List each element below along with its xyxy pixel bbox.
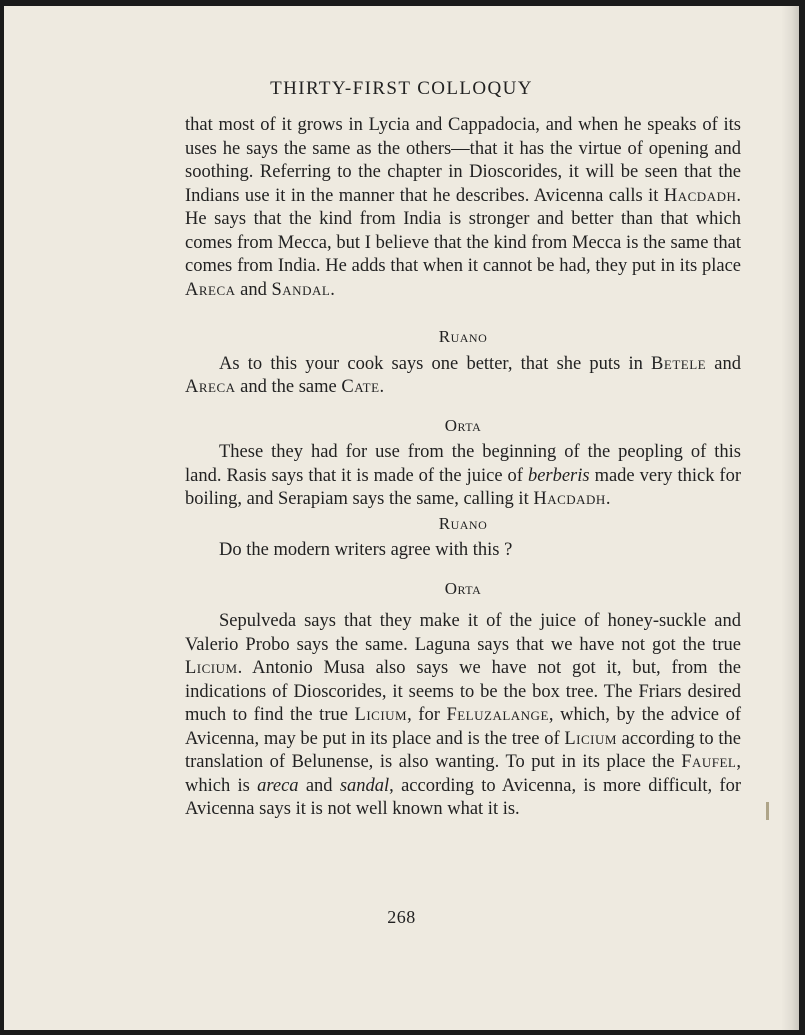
paragraph-4: Do the modern writers agree with this ?: [219, 540, 513, 560]
term-cate: Cate: [341, 377, 380, 397]
margin-mark: [766, 802, 769, 820]
speaker-heading: Orta: [444, 415, 482, 435]
term-licium: Licium: [354, 705, 408, 725]
term-hacdadh: Hacdadh: [663, 185, 737, 206]
term-areca: Areca: [185, 377, 236, 397]
term-feluzalange: Feluzalange: [446, 705, 549, 725]
term-areca-italic: areca: [257, 775, 299, 796]
term-areca: Areca: [185, 279, 236, 300]
speaker-heading: Ruano: [438, 327, 488, 346]
paragraph-1: that most of it grows in Lycia and Cappadocia, and when he speaks of its uses he says the same as the others—that it has the virtue of opening and soothing. Referring to the chapter in Dioscorides, it will be seen that the Indians use it in the manner that he describes. Avicenna calls it Hacdadh. He says that the kind from India is stronger and better than that which comes from Mecca, but I believe that the kind from Mecca is the same that comes from India. He adds that when it cannot be had, they put in its place Areca and Sandal.: [185, 115, 741, 300]
term-sandal: Sandal: [271, 279, 331, 300]
page-number: 268: [387, 907, 416, 927]
text-block: [185, 114, 741, 822]
book-page: [4, 6, 799, 1030]
term-betele: Betele: [651, 353, 707, 374]
term-licium: Licium: [564, 728, 617, 749]
paragraph-2: As to this your cook says one better, that she puts in Betele and Areca and the same Cate.: [185, 353, 741, 397]
running-head: THIRTY-FIRST COLLOQUY: [270, 78, 533, 99]
term-berberis: berberis: [527, 465, 590, 486]
term-licium: Licium: [185, 658, 238, 678]
term-sandal-italic: sandal: [339, 775, 390, 796]
term-hacdadh: Hacdadh: [533, 489, 606, 509]
term-faufel: Faufel: [681, 752, 737, 772]
paragraph-5: Sepulveda says that they make it of the juice of honey-suckle and Valerio Probo says the same. Laguna says that we have not got the true Licium. Antonio Musa also says we have not got it, but, from the indications of Dioscorides, it seems to be the box tree. The Friars desired much to find the true Licium, for Feluzalange, which, by the advice of Avicenna, may be put in its place and is the tree of Licium according to the translation of Belunense, is also wanting. To put in its place the Faufel, which is areca and sandal, according to Avicenna, is more difficult, for Avicenna says it is not well known what it is.: [185, 611, 742, 819]
speaker-heading: Orta: [444, 578, 482, 598]
paragraph-3: These they had for use from the beginning of the peopling of this land. Rasis says that it is made of the juice of berberis made very thick for boiling, and Serapiam says the same, calling it Hacdadh.: [185, 442, 741, 509]
speaker-heading: Ruano: [438, 513, 488, 533]
page-gutter-shadow: [781, 6, 799, 1030]
